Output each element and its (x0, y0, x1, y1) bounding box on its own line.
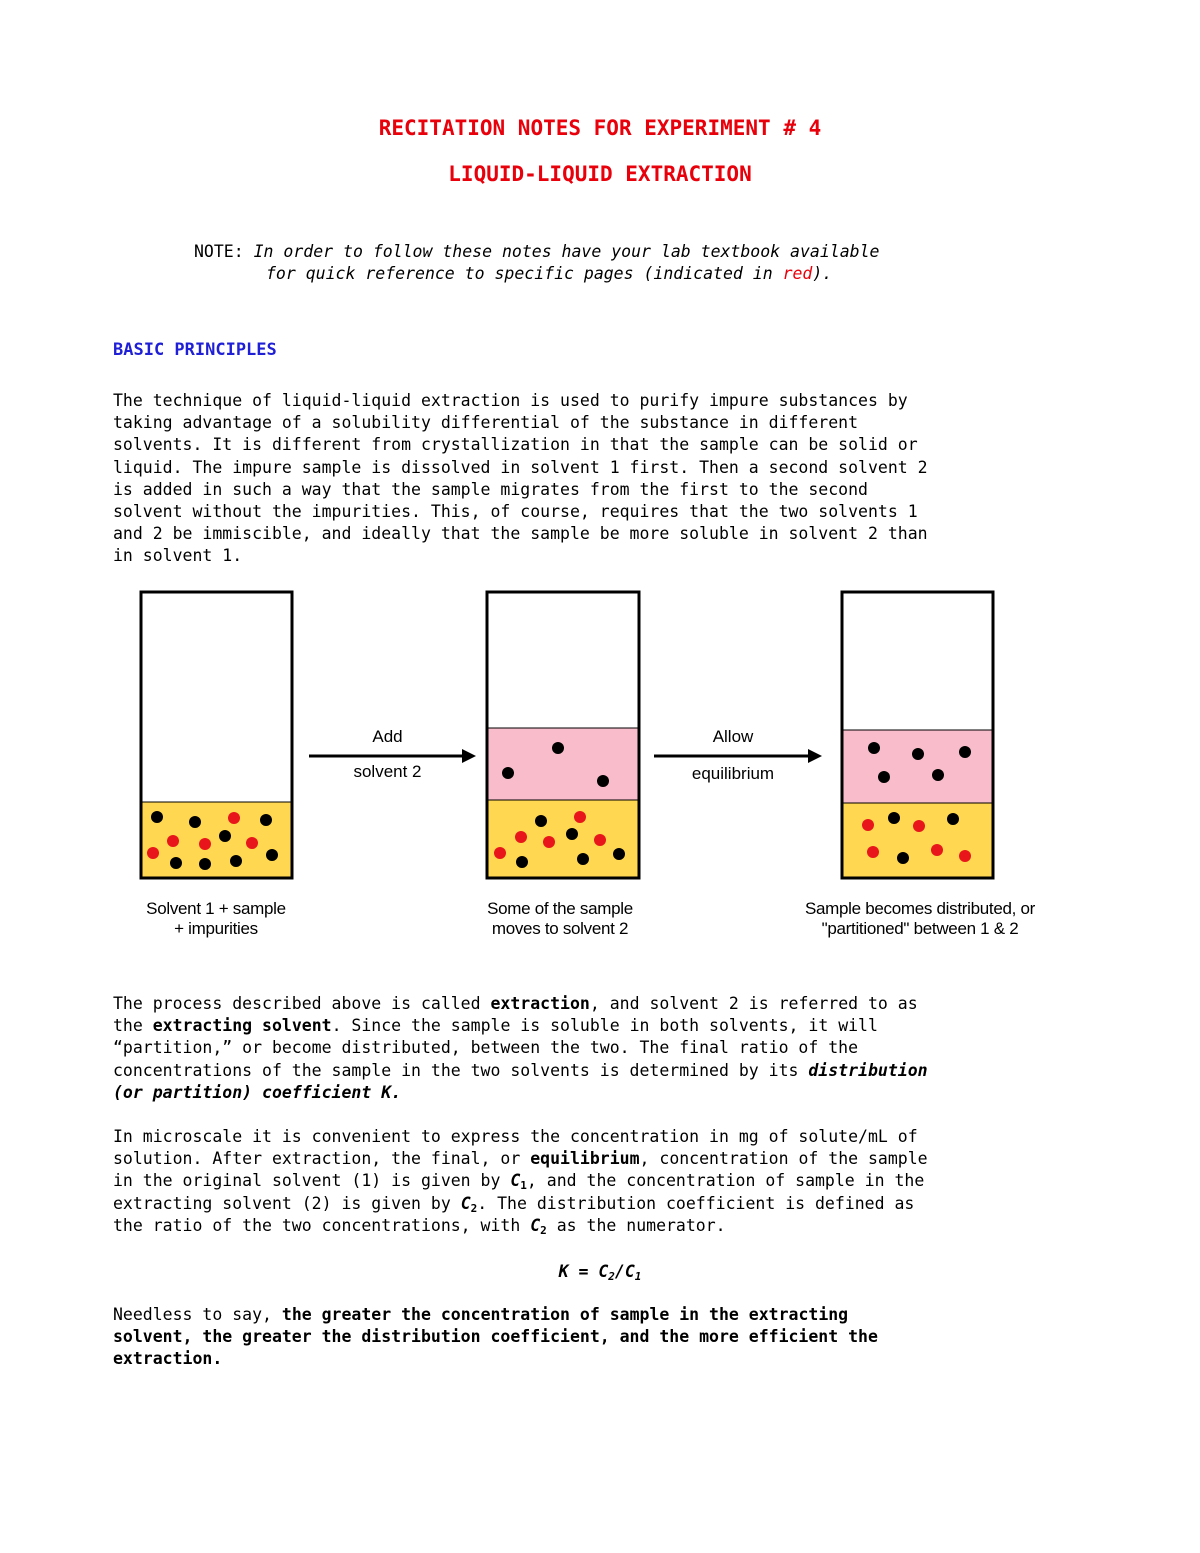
arrow-2-label-bottom: equilibrium (691, 764, 775, 783)
sample-dot (516, 856, 528, 868)
caption-line: moves to solvent 2 (491, 919, 629, 938)
text: . Since the sample is soluble in both solvents, it will (331, 1016, 878, 1036)
beaker-3-solvent-2-layer (842, 730, 993, 803)
sample-dot (151, 811, 163, 823)
caption-line: + impurities (174, 919, 258, 938)
note-line-2 (266, 263, 832, 285)
bold-term: equilibrium (530, 1149, 640, 1169)
sample-dot (266, 849, 278, 861)
paragraph-line: solvent without the impurities. This, of course, requires that the two solvents 1 (113, 501, 918, 521)
beaker-1-solvent-1-layer (141, 802, 292, 878)
paragraph-line (113, 1170, 1093, 1192)
note-text-1: In order to follow these notes have your lab textbook available (253, 242, 880, 261)
caption-line: Solvent 1 + sample (146, 899, 286, 918)
text: , and the concentration of sample in the (526, 1171, 925, 1191)
bold-term: extracting solvent (152, 1016, 332, 1036)
extraction-diagram-svg (0, 585, 1200, 885)
subscript: 1 (634, 1270, 642, 1283)
formula-c1: C (624, 1262, 635, 1281)
sample-dot (932, 769, 944, 781)
extraction-diagram (0, 585, 1200, 945)
paragraph-line (113, 993, 1093, 1015)
variable-c2: C (530, 1215, 541, 1235)
text: the (113, 1016, 153, 1036)
arrow-1-label-bottom: solvent 2 (353, 762, 422, 781)
paragraph-line (113, 1082, 1093, 1104)
arrow-2-label-top: Allow (712, 727, 754, 746)
text: the ratio of the two concentrations, with (113, 1215, 531, 1235)
bold-text: solvent, the greater the distribution coefficient, and the more efficient the (113, 1327, 878, 1347)
impurity-dot (594, 834, 606, 846)
bold-text: extraction. (113, 1349, 223, 1369)
paragraph-line (113, 1148, 1093, 1170)
paragraph-extraction (113, 993, 1093, 1104)
text: as the numerator. (546, 1215, 726, 1235)
paragraph-line: in solvent 1. (113, 546, 243, 566)
arrow-add-solvent (309, 749, 476, 763)
bold-italic-term: (or partition) coefficient K. (113, 1082, 402, 1102)
caption-line: Sample becomes distributed, or (804, 899, 1036, 918)
impurity-dot (167, 835, 179, 847)
paragraph-line: is added in such a way that the sample migrates from the first to the second (113, 479, 868, 499)
caption-beaker-3 (760, 899, 1080, 939)
impurity-dot (574, 811, 586, 823)
impurity-dot (543, 836, 555, 848)
paragraph-basic-principles (113, 390, 1093, 568)
text: solution. After extraction, the final, or (113, 1149, 531, 1169)
beaker-2-solvent-1-layer (487, 800, 639, 878)
paragraph-line: “partition,” or become distributed, between the two. The final ratio of the (113, 1038, 859, 1058)
text: extracting solvent (2) is given by (113, 1193, 461, 1213)
sample-dot (613, 848, 625, 860)
impurity-dot (147, 847, 159, 859)
formula-slash: / (614, 1262, 625, 1281)
caption-line: "partitioned" between 1 & 2 (821, 919, 1019, 938)
section-heading: BASIC PRINCIPLES (113, 340, 277, 360)
sample-dot (219, 830, 231, 842)
sample-dot (888, 812, 900, 824)
paragraph-conclusion (113, 1304, 1093, 1371)
sample-dot (878, 771, 890, 783)
arrow-1-label-top: Add (372, 727, 403, 746)
sample-dot (230, 855, 242, 867)
text: , concentration of the sample (639, 1149, 928, 1169)
sample-dot (912, 748, 924, 760)
impurity-dot (867, 846, 879, 858)
paragraph-line: solvents. It is different from crystallization in that the sample can be solid or (113, 435, 918, 455)
beaker-2-solvent-2-layer (487, 728, 639, 800)
sample-dot (170, 857, 182, 869)
paragraph-concentration (113, 1126, 1093, 1237)
text: , and solvent 2 is referred to as (589, 994, 918, 1013)
sample-dot (947, 813, 959, 825)
impurity-dot (494, 847, 506, 859)
sample-dot (199, 858, 211, 870)
paragraph-line: The technique of liquid-liquid extraction is used to purify impure substances by (113, 391, 908, 410)
note-text-2b: ). (812, 264, 833, 283)
impurity-dot (228, 812, 240, 824)
sample-dot (189, 816, 201, 828)
paragraph-line: taking advantage of a solubility differential of the substance in different (113, 413, 859, 433)
paragraph-line (113, 1348, 1093, 1370)
text: in the original solvent (1) is given by (113, 1171, 511, 1191)
paragraph-line (113, 1060, 1093, 1082)
caption-beaker-2 (440, 899, 680, 939)
impurity-dot (515, 831, 527, 843)
text: . The distribution coefficient is defined as (477, 1193, 915, 1213)
variable-c1: C (510, 1171, 521, 1191)
paragraph-line (113, 1326, 1093, 1348)
note-red-word: red (782, 264, 813, 283)
impurity-dot (199, 838, 211, 850)
sample-dot (502, 767, 514, 779)
paragraph-line: liquid. The impure sample is dissolved in solvent 1 first. Then a second solvent 2 (113, 457, 928, 477)
note-label: NOTE: (194, 242, 244, 261)
note-text-2a: for quick reference to specific pages (indicated in (266, 264, 783, 283)
impurity-dot (246, 837, 258, 849)
subscript: 1 (520, 1179, 527, 1193)
beaker-2 (487, 592, 639, 878)
bold-text: the greater the concentration of sample in the extracting (281, 1305, 849, 1324)
sample-dot (597, 775, 609, 787)
impurity-dot (959, 850, 971, 862)
subscript: 2 (540, 1223, 547, 1237)
sample-dot (897, 852, 909, 864)
text: concentrations of the sample in the two solvents is determined by its (113, 1060, 809, 1080)
paragraph-line: and 2 be immiscible, and ideally that the sample be more soluble in solvent 2 than (113, 524, 928, 544)
sample-dot (868, 742, 880, 754)
text: The process described above is called (113, 994, 491, 1013)
paragraph-line (113, 1304, 1093, 1326)
document-subtitle: LIQUID-LIQUID EXTRACTION (448, 162, 752, 186)
sample-dot (566, 828, 578, 840)
beaker-3-solvent-1-layer (842, 803, 993, 878)
paragraph-line (113, 1015, 1093, 1037)
paragraph-line (113, 1193, 1093, 1215)
subscript: 2 (470, 1201, 478, 1215)
bold-italic-term: distribution (808, 1060, 928, 1080)
paragraph-line (113, 1215, 1093, 1237)
formula-k: K (558, 1262, 569, 1281)
paragraph-line: In microscale it is convenient to express the concentration in mg of solute/mL of (113, 1127, 918, 1146)
formula-c2: C (598, 1262, 609, 1281)
arrow-1-head (462, 749, 476, 763)
impurity-dot (931, 844, 943, 856)
caption-line: Some of the sample (487, 899, 633, 918)
sample-dot (552, 742, 564, 754)
sample-dot (959, 746, 971, 758)
impurity-dot (862, 819, 874, 831)
sample-dot (260, 814, 272, 826)
sample-dot (577, 853, 589, 865)
subscript: 2 (608, 1270, 615, 1283)
beaker-1 (141, 592, 292, 878)
document-title: RECITATION NOTES FOR EXPERIMENT # 4 (378, 116, 822, 140)
beaker-3 (842, 592, 993, 878)
caption-beaker-1 (96, 899, 336, 939)
arrow-2-head (808, 749, 822, 763)
text: Needless to say, (113, 1305, 282, 1324)
variable-c2: C (460, 1193, 471, 1213)
distribution-coefficient-formula (0, 1262, 1200, 1283)
impurity-dot (913, 820, 925, 832)
sample-dot (535, 815, 547, 827)
formula-equals: = (568, 1262, 599, 1281)
note-line-1 (194, 241, 879, 263)
arrow-allow-equilibrium (654, 749, 822, 763)
bold-term: extraction (490, 994, 590, 1013)
